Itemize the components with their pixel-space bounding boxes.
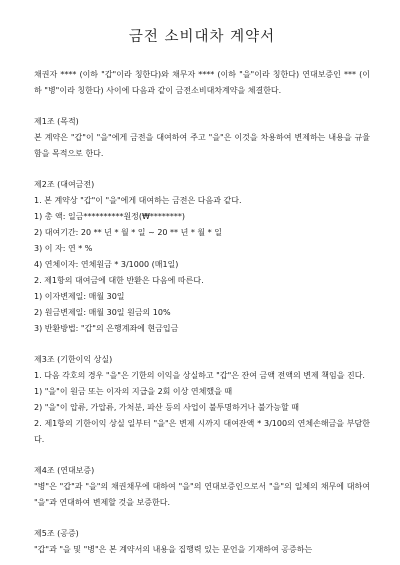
article-3-paragraph-1: 1. 다음 각호의 경우 "을"은 기한의 이익을 상실하고 "갑"은 잔여 금액 전액의 변제 책임을 진다. [34,371,365,380]
article-2-heading: 제2조 (대여금전) [34,180,95,189]
article-3-item: 1) "을"이 원금 또는 이자의 지급을 2회 이상 연체했을 때 [34,387,233,396]
article-2-line: 2) 대여기간: 20 ** 년 * 월 * 일 ~ 20 ** 년 * 월 * 일 [34,228,222,237]
article-4-heading: 제4조 (연대보증) [34,466,95,475]
article-2-line: 3) 반환방법: "갑"의 은행계좌에 현금입금 [34,324,179,333]
article-3-paragraph-2: 2. 제1항의 기한이익 상실 일부터 "을"은 변제 시까지 대여잔액 * 3/100의 연체손해금을 부담한다. [34,419,370,444]
article-1-heading: 제1조 (목적) [34,117,79,126]
article-2-line: 3) 이 자: 연 * % [34,244,93,253]
article-2-line: 1) 총 액: 일금**********원정(₩********) [34,212,186,221]
article-2-line: 1) 이자변제일: 매월 30일 [34,292,125,301]
article-3-item: 2) "을"이 압류, 가압류, 가처분, 파산 등의 사업이 불투명하거나 불가능할 때 [34,403,300,412]
article-2-line: 4) 연체이자: 연체원금 * 3/1000 (매1일) [34,260,179,269]
article-3 [34,352,370,448]
article-1-body: 본 계약은 "갑"이 "을"에게 금전을 대여하여 주고 "을"은 이것을 차용하여 변제하는 내용을 규율함을 목적으로 한다. [34,133,370,158]
article-1 [34,114,370,162]
article-5 [34,526,370,558]
article-2-line: 2) 원금변제일: 매월 30일 원금의 10% [34,308,171,317]
document-title: 금전 소비대차 계약서 [128,29,276,45]
intro-paragraph: 채권자 **** (이하 "갑"이라 칭한다)와 채무자 **** (이하 "을"이라 칭한다) 연대보증인 *** (이하 "병"이라 칭한다) 사이에 다음과 같이 금전소비대차계약을 체결한다. [34,70,370,95]
article-3-heading: 제3조 (기한이익 상실) [34,355,113,364]
article-2 [34,177,370,337]
article-2-line: 1. 본 계약상 "갑"이 "을"에게 대여하는 금전은 다음과 같다. [34,196,242,205]
article-5-heading: 제5조 (공증) [34,529,79,538]
article-5-body: "갑"과 "을 및 "병"은 본 계약서의 내용을 집행력 있는 문언을 기재하여 공증하는 [34,545,313,554]
article-4 [34,463,370,511]
article-2-line: 2. 제1항의 대여금에 대한 반환은 다음에 따른다. [34,276,204,285]
article-4-body: "병"은 "갑"과 "을"의 채권채무에 대하여 "을"의 연대보증인으로서 "을"의 일체의 채무에 대하여 "을"과 연대하여 변제할 것을 보증한다. [34,482,370,507]
